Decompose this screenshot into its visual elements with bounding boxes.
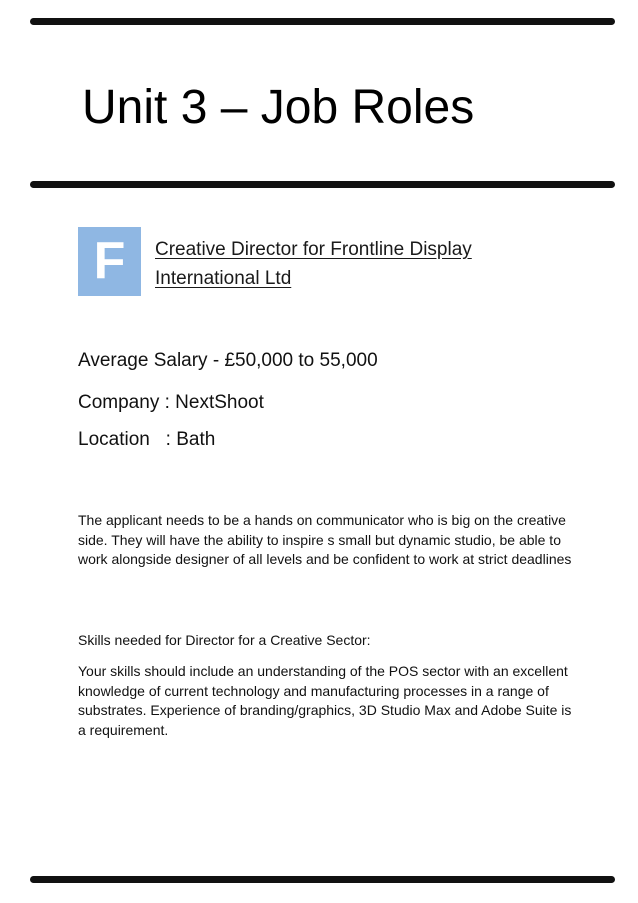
- frontline-logo-icon: [78, 227, 141, 296]
- salary-line: Average Salary - £50,000 to 55,000: [78, 350, 378, 371]
- job-description: The applicant needs to be a hands on communicator who is big on the creative side. They will have the ability to inspire s small but dynamic studio, be able to work alongside designer of all levels and be confident to work at strict deadlines: [78, 512, 572, 567]
- company-line: Company : NextShoot: [78, 392, 264, 413]
- page-title: Unit 3 – Job Roles: [82, 81, 475, 134]
- title-divider: [30, 181, 615, 188]
- logo-letter: F: [93, 232, 126, 290]
- skills-heading: Skills needed for Director for a Creative Sector:: [78, 632, 371, 648]
- location-line: Location : Bath: [78, 429, 216, 450]
- skills-text: Your skills should include an understanding of the POS sector with an excellent knowledge of current technology and manufacturing processes in a range of substrates. Experience of branding/graphics, 3D Studio Max and Adobe Suite is a requirement.: [78, 663, 572, 738]
- bottom-divider: [30, 876, 615, 883]
- job-title-link[interactable]: Creative Director for Frontline Display International Ltd: [155, 239, 472, 289]
- top-divider: [30, 18, 615, 25]
